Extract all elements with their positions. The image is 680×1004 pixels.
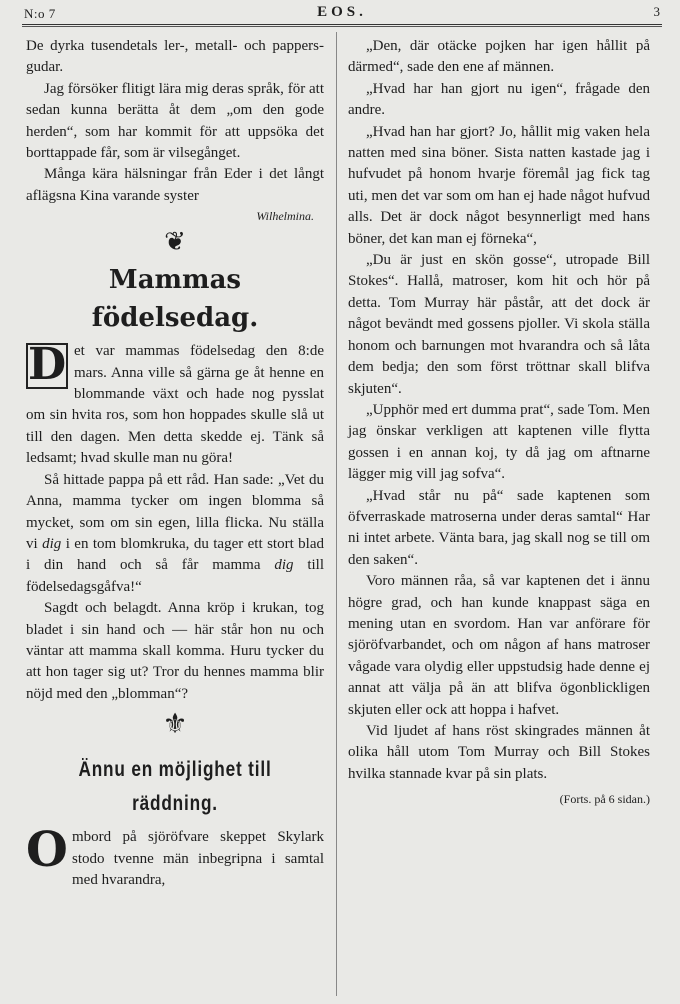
story-paragraph-6: „Hvad står nu på“ sade kaptenen som öfverraskade matroserna under deras samtal“ Har ni intet arbete. Vänta bara, jag skall nog se till om den saken“. [348,487,650,568]
continued-note: (Forts. på 6 sidan.) [559,792,650,807]
column-divider [336,32,337,996]
story-paragraph-7: Voro männen råa, så var kaptenen det i ännu högre grad, och han kunde knappast säga en mening utan en svordom. Han var anförare för sjöröfvarbandet, och om någon af hans matroser vågade vara olydig eller uppstudsig hade denne ej annat att välja på än att blifva ögonblickligen skjuten eller ock att hoppa i hafvet. [348,573,650,718]
right-column [348,36,650,811]
letter-paragraph-1: De dyrka tusendetals ler-, metall- och pappers-gudar. [26,38,324,76]
issue-number: N:o 7 [24,6,56,21]
letter-signature: Wilhelmina. [256,209,314,224]
fleuron-ornament-icon: ⚜ [162,709,188,741]
mammas-paragraph-2: Så hittade pappa på ett råd. Han sade: „Vet du Anna, mamma tycker om ingen blomma så mycket, som om sin egen, lilla flicka. Nu ställa vi dig i en tom blomkruka, du tager ett stort blad i din hand och så får mamma dig till födelsedagsgåfva!“ [26,471,324,595]
story-paragraph-5: „Upphör med ert dumma prat“, sade Tom. Men jag önskar verkligen att kaptenen ville flytta gossen i en annan koj, ty då jag om aftnarne lägger mig vill jag sofva“. [348,401,651,483]
annu-heading: Ännu en möjlighet till räddning. [78,758,272,816]
annu-paragraph-1 [26,822,324,891]
story-paragraph-1: „Den, där otäcke pojken har igen hållit på därmed“, sade den ene af männen. [348,38,650,76]
annu-paragraph-1-text: mbord på sjöröfvare skeppet Skylark stodo tvenne män inbegripna i samtal med hvarandra, [72,829,324,888]
story-paragraph-3: „Hvad han har gjort? Jo, hållit mig vaken hela natten med sina böner. Sista natten kastade jag i hufvudet på honom hvarje föremål jag fick tag uti, men det var som om han ej hade något hufvud alls. Det är dock något besynnerligt med hans böner, det kan man ej förneka“, [348,123,650,247]
mammas-paragraph-1 [26,341,324,469]
mammas-dropcap: D [28,339,67,391]
left-column [26,36,324,891]
mammas-paragraph-1-text: et var mammas födelsedag den 8:de mars. Anna ville så gärna ge åt henne en blommande växt och hade nog pysslat om sin hvita ros, som hon hoppades skulle slå ut till den dagen. Men detta skedde ej. Tänk så ledsamt; hvad skulle man nu göra! [26,343,324,467]
story-paragraph-4: „Du är just en skön gosse“, utropade Bill Stokes“. Hallå, matroser, kom hit och hör på detta. Tom Murray här påstår, att det dock är något bevändt med gossens pjoller. Vi skola ställa honom och barnungen mot hvarandra och så låta dem bedja; den som först tröttnar skall blifva skjuten“. [348,252,650,397]
swallow-ornament-icon: ❦ [164,227,186,257]
page-header [24,4,660,22]
story-paragraph-2: „Hvad har han gjort nu igen“, frågade den andre. [348,80,650,119]
page-number: 3 [653,4,660,19]
masthead-title: EOS. [317,4,367,20]
story-paragraph-8: Vid ljudet af hans röst skingrades männen åt olika håll utom Tom Murray och Bill Stokes hvilka stannade kvar på sin plats. [348,723,650,782]
mammas-paragraph-3: Sagdt och belagdt. Anna kröp i krukan, tog bladet i sin hand och — här står hon nu och väntar att mamma skall komma. Huru tycker du att hon tager sig ut? Tror du hennes mamma blir nöjd med den „blomman“? [26,600,324,702]
mammas-heading: Mammas födelsedag. [91,265,259,334]
annu-dropcap: O [26,822,68,879]
header-rule [22,24,662,27]
letter-paragraph-3: Många kära hälsningar från Eder i det långt aflägsna Kina varande syster [26,166,324,204]
letter-paragraph-2: Jag försöker flitigt lära mig deras språk, för att sedan kunna berätta åt dem „om den gode herden“, som har kommit för att uppsöka det borttappade får, som är vilsegånget. [26,80,324,162]
